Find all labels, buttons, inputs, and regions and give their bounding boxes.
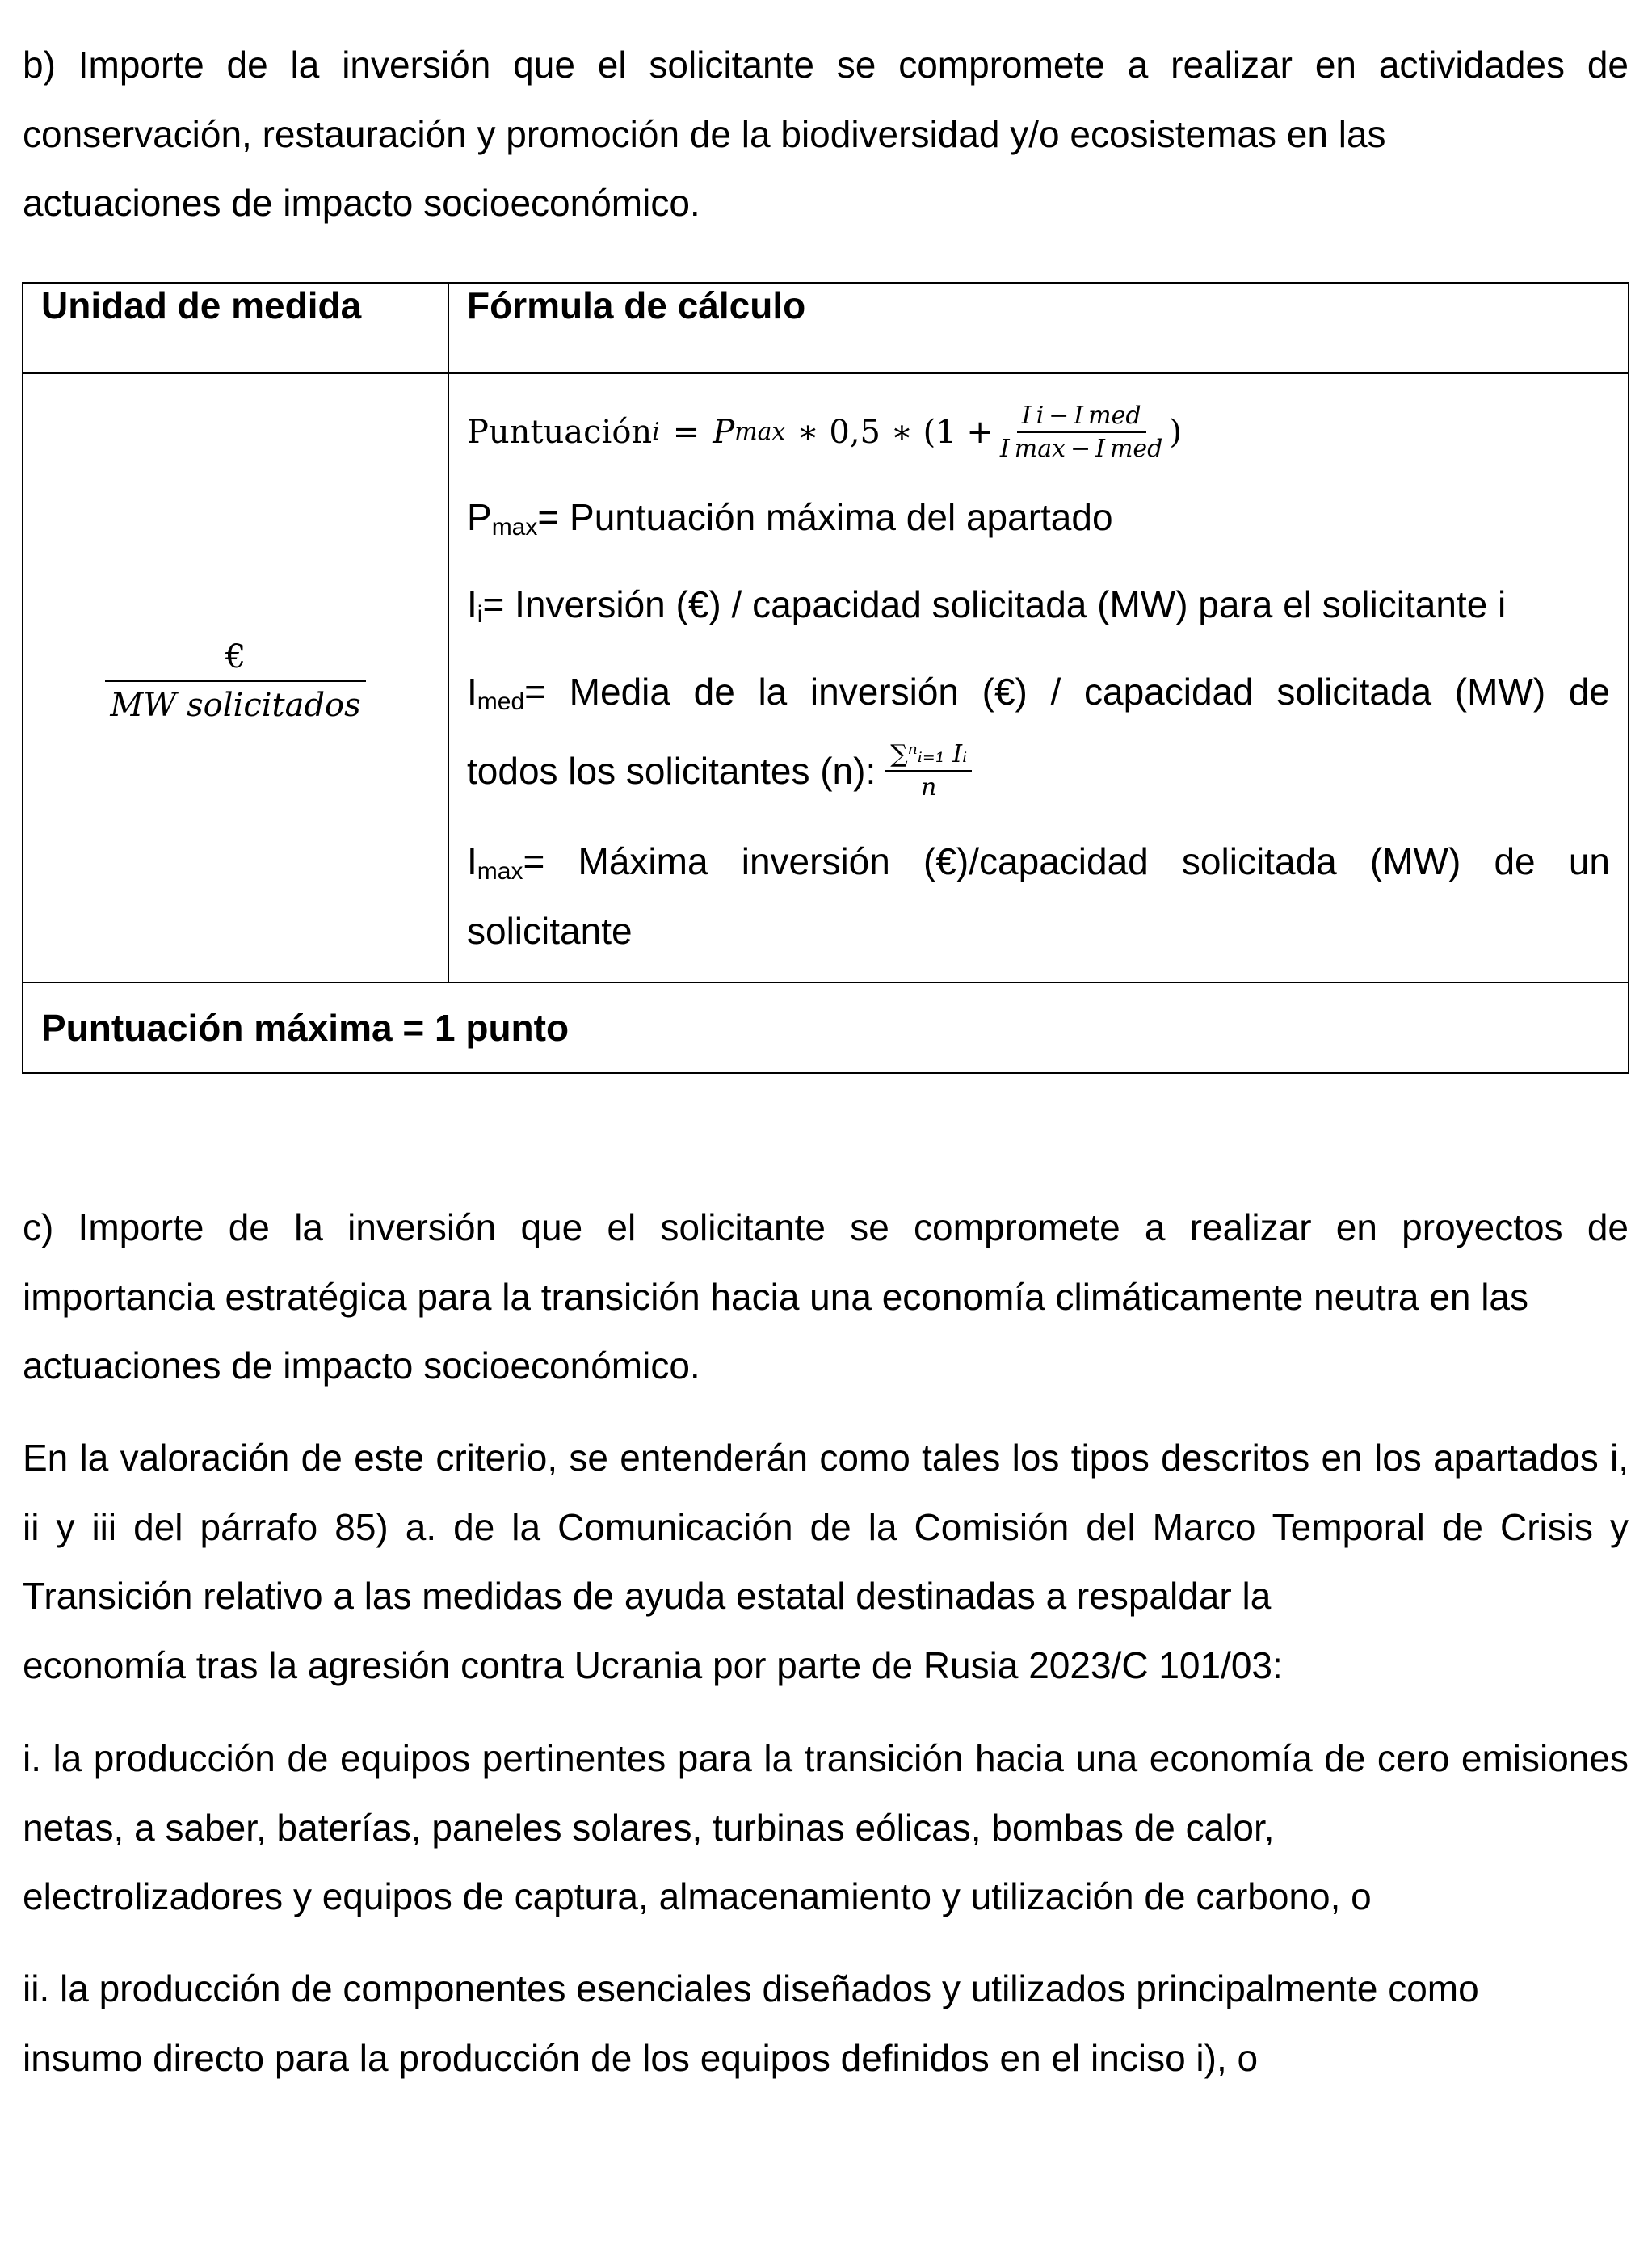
paragraph-c	[23, 1193, 1629, 1401]
formula-cell	[448, 373, 1629, 983]
list-item-i	[23, 1724, 1629, 1932]
def-imax-continuation: solicitante	[467, 910, 633, 952]
header-formula-de-calculo: Fórmula de cálculo	[448, 283, 1629, 373]
paragraph-valoracion	[23, 1424, 1629, 1700]
equation-multiplier: ∗ 0,5 ∗ (1 +	[797, 414, 994, 451]
table-header-row	[23, 283, 1629, 373]
score-equation: Puntuación i = P max ∗ 0,5 ∗ (1 + $\frac{\text{I i − I med}}{\text{I max − I med}}$ )	[467, 402, 1182, 463]
def-ii-symbol: I	[467, 583, 477, 625]
list-item-i-text: i. la producción de equipos pertinentes para la transición hacia una economía de cero emisiones netas, a saber, baterías, paneles solares, turbinas eólicas, bombas de calor,	[23, 1737, 1629, 1849]
table-footer-row	[23, 983, 1629, 1073]
def-imax-symbol: I	[467, 840, 477, 882]
def-pmax-symbol: P	[467, 496, 492, 538]
def-pmax	[467, 482, 1610, 552]
equation-fraction	[995, 402, 1167, 463]
def-imax-sub: max	[477, 858, 523, 885]
unit-denominator: MW solicitados	[105, 680, 365, 724]
unit-cell	[23, 373, 448, 983]
max-score-cell: Puntuación máxima = 1 punto	[23, 983, 1629, 1073]
def-imax-text: = Máxima inversión (€)/capacidad solicitada (MW) de un	[523, 840, 1610, 882]
paragraph-valoracion-last-line: economía tras la agresión contra Ucrania por parte de Rusia 2023/C 101/03:	[23, 1643, 1283, 1686]
equation-close: )	[1169, 414, 1182, 451]
list-item-ii-last-line: insumo directo para la producción de los equipos definidos en el inciso i), o	[23, 2036, 1259, 2079]
def-pmax-sub: max	[491, 514, 538, 541]
def-pmax-text: = Puntuación máxima del apartado	[537, 496, 1113, 538]
def-imax	[467, 827, 1610, 896]
def-imed-symbol: I	[467, 671, 477, 713]
mean-fraction-numerator: ∑ⁿᵢ₌₁ Iᵢ	[885, 740, 972, 772]
table-body-row	[23, 373, 1629, 983]
paragraph-c-text: c) Importe de la inversión que el solicitante se compromete a realizar en proyectos de importancia estratégica para la transición hacia una economía climáticamente neutra en las	[23, 1206, 1629, 1318]
list-item-ii	[23, 1955, 1629, 2093]
equation-lhs: Puntuación	[467, 414, 653, 451]
equation-pmax: P	[713, 414, 735, 451]
list-item-ii-text: ii. la producción de componentes esenciales diseñados y utilizados principalmente como	[23, 1967, 1479, 2009]
unit-fraction	[105, 638, 365, 724]
paragraph-valoracion-text: En la valoración de este criterio, se entenderán como tales los tipos descritos en los apartados i, ii y iii del párrafo 85) a. de la Comunicación de la Comisión del Marco Temporal de Crisis y Transición relativo a las medidas de ayuda estatal destinadas a respaldar la	[23, 1437, 1629, 1617]
def-imed	[467, 657, 1610, 726]
def-imed-sub: med	[477, 688, 525, 715]
def-ii	[467, 570, 1610, 639]
mean-fraction-denominator: n	[921, 773, 937, 802]
mean-fraction	[885, 740, 972, 802]
equation-equals: =	[672, 414, 700, 451]
paragraph-b-last-line: actuaciones de impacto socioeconómico.	[23, 182, 700, 224]
def-imed-continuation	[467, 726, 1610, 815]
def-ii-text: = Inversión (€) / capacidad solicitada (MW) para el solicitante i	[482, 583, 1507, 625]
unit-numerator: €	[225, 638, 246, 675]
list-item-i-last-line: electrolizadores y equipos de captura, almacenamiento y utilización de carbono, o	[23, 1875, 1372, 1917]
def-ii-sub: i	[477, 601, 483, 628]
criteria-table	[22, 282, 1629, 1074]
header-unidad-de-medida: Unidad de medida	[23, 283, 448, 373]
paragraph-c-last-line: actuaciones de impacto socioeconómico.	[23, 1345, 700, 1387]
paragraph-b	[23, 31, 1629, 238]
paragraph-b-text: b) Importe de la inversión que el solicitante se compromete a realizar en actividades de conservación, restauración y promoción de la biodiversidad y/o ecosistemas en las	[23, 44, 1629, 155]
def-imed-cont-text: todos los solicitantes (n):	[467, 750, 876, 792]
equation-fraction-denominator: I max − I med	[999, 435, 1163, 463]
def-imed-text: = Media de la inversión (€) / capacidad solicitada (MW) de	[524, 671, 1610, 713]
equation-fraction-numerator: I i − I med	[1017, 402, 1146, 433]
